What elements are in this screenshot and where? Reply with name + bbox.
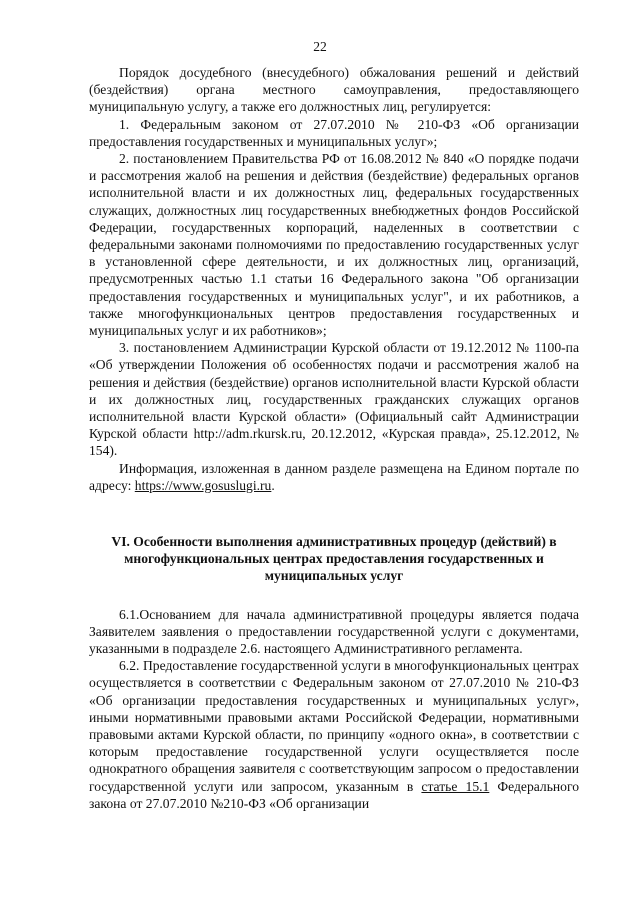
- section-title: VI. Особенности выполнения административных процедур (действий) в многофункциональных центрах предоставления государственных и муниципальных услуг: [111, 534, 557, 584]
- intro-paragraph: Порядок досудебного (внесудебного) обжалования решений и действий (бездействия) органа местного самоуправления, предоставляющего муниципальную услугу, а также его должностных лиц, регулируется:: [89, 65, 579, 115]
- appeal-procedure-block: [89, 64, 579, 494]
- portal-link[interactable]: https://www.gosuslugi.ru: [134, 477, 272, 493]
- info-paragraph: [89, 460, 579, 494]
- p62-end: Федерального закона от 27.07.2010 №210-ФЗ «Об организации: [89, 778, 579, 811]
- info-text: Информация, изложенная в данном разделе размещена на Едином портале по адресу:: [89, 460, 579, 493]
- info-end: .: [271, 477, 275, 493]
- list-item: 1. Федеральным законом от 27.07.2010 № 210-ФЗ «Об организации предоставления государственных и муниципальных услуг»;: [89, 116, 579, 149]
- paragraph-6-1: 6.1.Основанием для начала административной процедуры является подача Заявителем заявления о предоставлении государственной услуги с документами, указанными в подразделе 2.6. настоящего Административного регламента.: [89, 606, 579, 657]
- page-number: 22: [313, 39, 327, 54]
- list-item: 3. постановлением Администрации Курской области от 19.12.2012 № 1100-па «Об утверждении Положения об особенностях подачи и рассмотрения жалоб на решения и действия (бездействие) органов исполнительной власти Курской области и их должностных лиц, государственных гражданских служащих органов исполнительной власти Курской области» (Официальный сайт Администрации Курской области http://adm.rkursk.ru, 20.12.2012, «Курская правда», 25.12.2012, № 154).: [89, 340, 579, 459]
- paragraph-6-2: [89, 657, 579, 812]
- law-article-link[interactable]: статье 15.1: [421, 778, 490, 794]
- list-item: 2. постановлением Правительства РФ от 16.08.2012 № 840 «О порядке подачи и рассмотрения жалоб на решения и действия (бездействие) федеральных органов исполнительной власти и их должностных лиц, федеральных государственных служащих, должностных лиц государственных внебюджетных фондов Российской Федерации, государственных корпораций, наделенных в соответствии с федеральными законами полномочиями по предоставлению государственных услуг в установленной сфере деятельности, и их должностных лиц, организаций, предусмотренных частью 1.1 статьи 16 Федерального закона "Об организации предоставления государственных и муниципальных услуг", и их работников, а также многофункциональных центров предоставления государственных и муниципальных услуг и их работников»;: [89, 151, 579, 339]
- section-vi: [89, 533, 579, 812]
- p62-text: 6.2. Предоставление государственной услуги в многофункциональных центрах осуществляется в соответствии с Федеральным законом от 27.07.2010 № 210-ФЗ «Об организации предоставления государственных и муниципальных услуг», иными нормативными правовыми актами Российской Федерации, нормативными правовыми актами Курской области, по принципу «одного окна», в соответствии с которым предоставление государственной услуги осуществляется после однократного обращения заявителя с соответствующим запросом о предоставлении государственной услуги или запросом, указанным в: [89, 658, 579, 794]
